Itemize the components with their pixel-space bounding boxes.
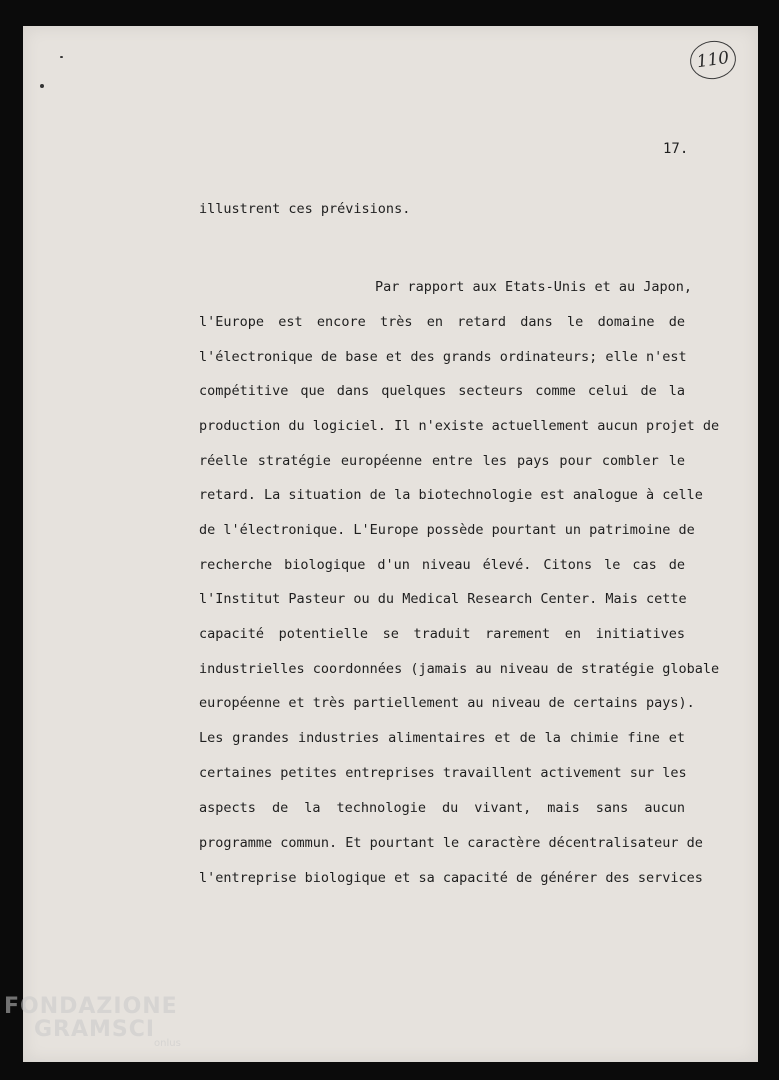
text-line: Par rapport aux Etats-Unis et au Japon, (375, 279, 692, 295)
text-line: production du logiciel. Il n'existe actuellement aucun projet de (199, 418, 720, 434)
text-line: l'Europe est encore très en retard dans le domaine de (199, 314, 685, 330)
text-line: retard. La situation de la biotechnologie est analogue à celle (199, 487, 703, 503)
text-line: compétitive que dans quelques secteurs comme celui de la (199, 383, 685, 399)
paper-speck (60, 56, 63, 58)
paper-speck (40, 84, 44, 88)
text-line: l'entreprise biologique et sa capacité de générer des services (199, 870, 703, 886)
text-line: européenne et très partiellement au niveau de certains pays). (199, 695, 695, 711)
watermark-line: FONDAZIONE (4, 994, 178, 1019)
text-line: Les grandes industries alimentaires et de la chimie fine et (199, 730, 685, 746)
text-line: aspects de la technologie du vivant, mais sans aucun (199, 800, 685, 816)
text-line: réelle stratégie européenne entre les pays pour combler le (199, 453, 685, 469)
text-line: de l'électronique. L'Europe possède pourtant un patrimoine de (199, 522, 695, 538)
text-line: programme commun. Et pourtant le caractère décentralisateur de (199, 835, 703, 851)
text-line: l'électronique de base et des grands ordinateurs; elle n'est (199, 349, 687, 365)
text-line: recherche biologique d'un niveau élevé. Citons le cas de (199, 557, 685, 573)
text-line: l'Institut Pasteur ou du Medical Research Center. Mais cette (199, 591, 687, 607)
text-line: illustrent ces prévisions. (199, 201, 411, 217)
text-line: certaines petites entreprises travaillent activement sur les (199, 765, 687, 781)
watermark-logo (4, 994, 181, 1049)
text-line: industrielles coordonnées (jamais au niveau de stratégie globale (199, 661, 720, 677)
watermark-line: onlus (154, 1038, 181, 1049)
watermark-line: GRAMSCI (34, 1017, 156, 1042)
document-page (23, 26, 758, 1062)
page-number: 17. (663, 141, 689, 157)
text-line: capacité potentielle se traduit rarement en initiatives (199, 626, 685, 642)
archive-number-stamp: 110 (688, 38, 739, 82)
